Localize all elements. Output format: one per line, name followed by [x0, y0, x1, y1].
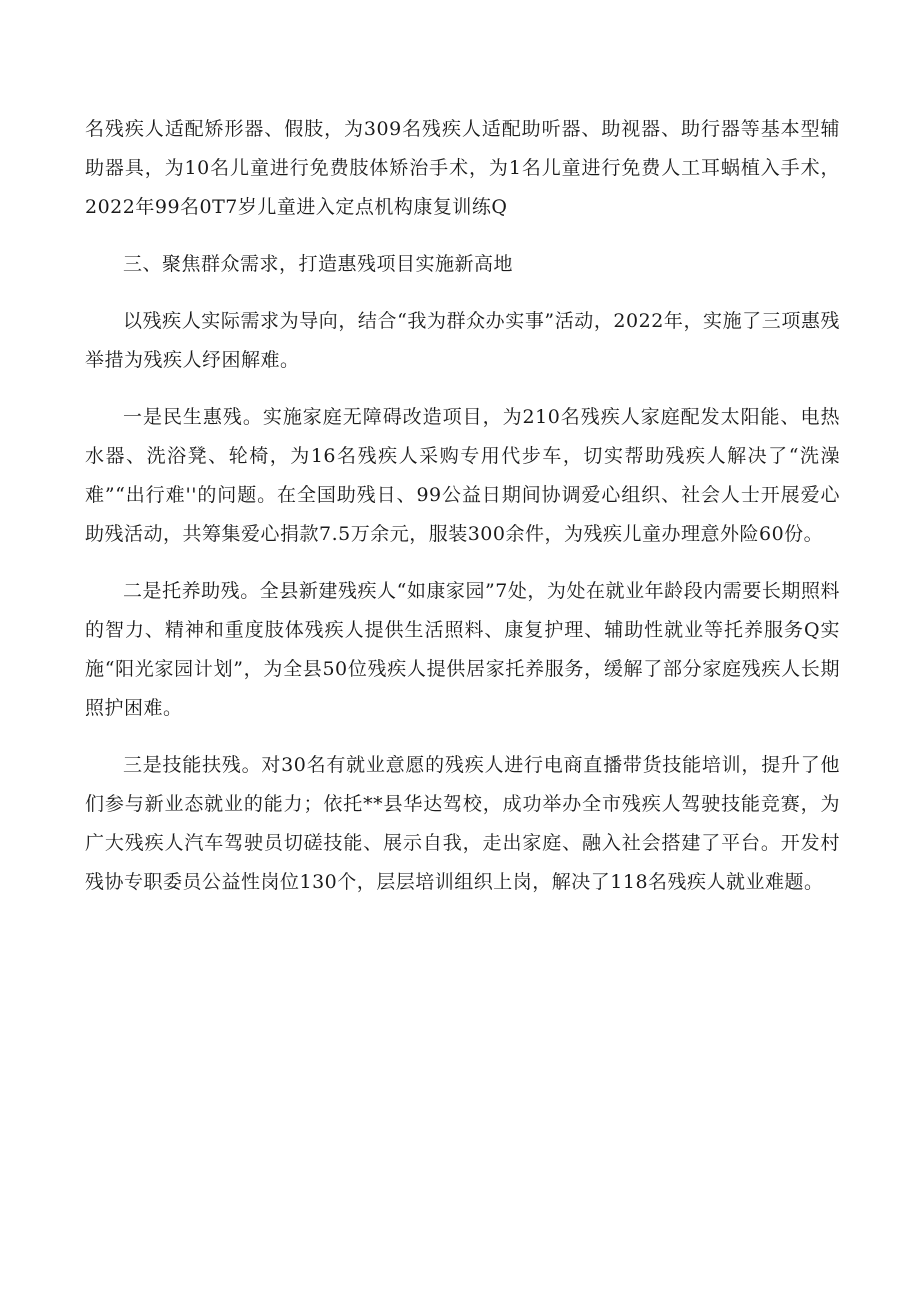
paragraph-intro: 以残疾人实际需求为导向，结合“我为群众办实事”活动，2022年，实施了三项惠残举措为残疾人纾困解难。 — [85, 310, 840, 371]
paragraph-skills: 三是技能扶残。对30名有就业意愿的残疾人进行电商直播带货技能培训，提升了他们参与新业态就业的能力；依托**县华达驾校，成功举办全市残疾人驾驶技能竞赛，为广大残疾人汽车驾驶员切磋技能、展示自我，走出家庭、融入社会搭建了平台。开发村残协专职委员公益性岗位130个，层层培训组织上岗，解决了118名残疾人就业难题。 — [85, 754, 840, 893]
section-heading: 三、聚焦群众需求，打造惠残项目实施新高地 — [123, 253, 514, 275]
paragraph-continuation: 名残疾人适配矫形器、假肢，为309名残疾人适配助听器、助视器、助行器等基本型辅助器具，为10名儿童进行免费肢体矫治手术，为1名儿童进行免费人工耳蜗植入手术，2022年99名0T7岁儿童进入定点机构康复训练Q — [85, 118, 840, 218]
paragraph-care: 二是托养助残。全县新建残疾人“如康家园”7处，为处在就业年龄段内需要长期照料的智力、精神和重度肢体残疾人提供生活照料、康复护理、辅助性就业等托养服务Q实施“阳光家园计划”，为全县50位残疾人提供居家托养服务，缓解了部分家庭残疾人长期照护困难。 — [85, 580, 840, 719]
paragraph-livelihood: 一是民生惠残。实施家庭无障碍改造项目，为210名残疾人家庭配发太阳能、电热水器、洗浴凳、轮椅，为16名残疾人采购专用代步车，切实帮助残疾人解决了“洗澡难”“出行难''的问题。在全国助残日、99公益日期间协调爱心组织、社会人士开展爱心助残活动，共筹集爱心捐款7.5万余元，服装300余件，为残疾儿童办理意外险60份。 — [85, 406, 840, 545]
